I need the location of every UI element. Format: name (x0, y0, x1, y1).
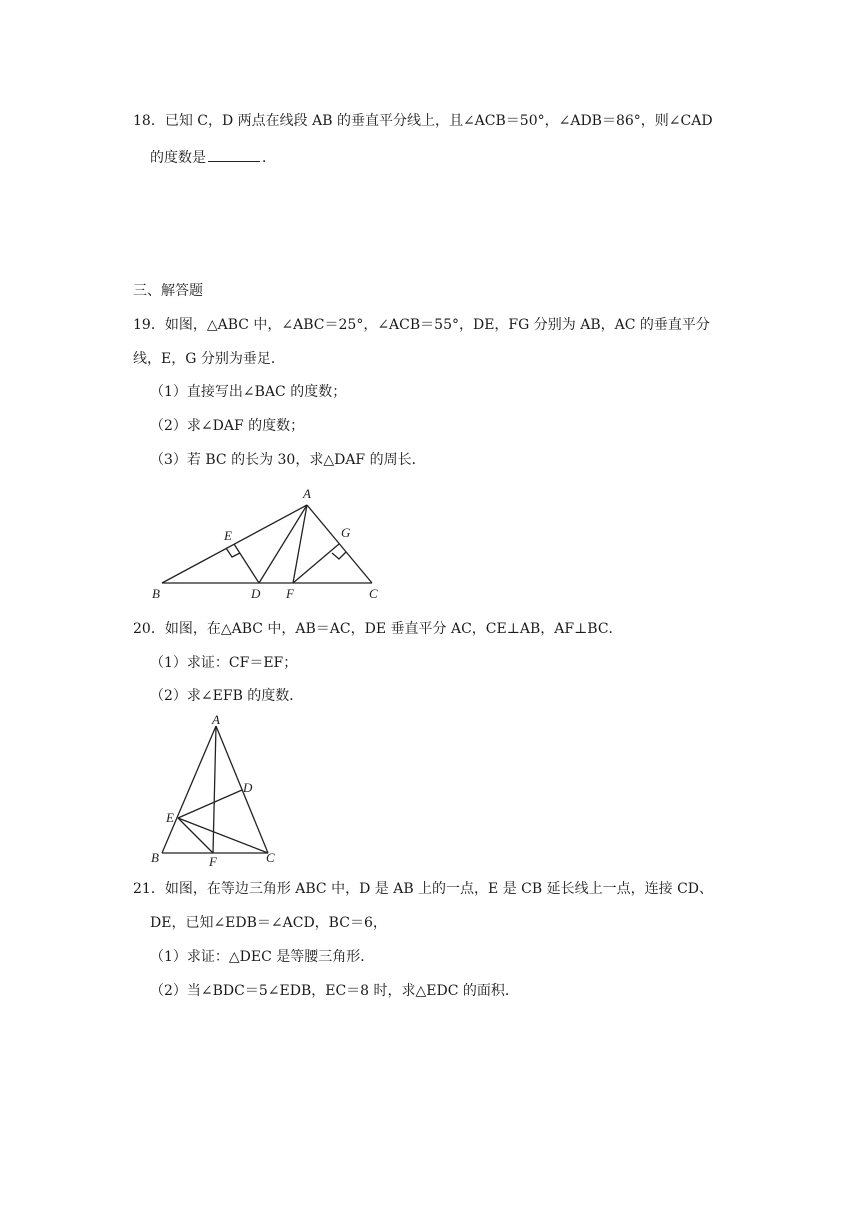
q19-figure (140, 480, 400, 605)
q19-sub2: （2）求∠DAF 的度数； (150, 418, 305, 434)
q19-label-g: G (341, 525, 351, 540)
q19-right-angle-g (332, 552, 346, 559)
answer-blank (208, 146, 260, 162)
q20-label-a: A (212, 713, 220, 727)
q18-line2 (150, 146, 276, 168)
q20-sub1: （1）求证：CF＝EF； (150, 655, 298, 671)
q21-line1: 21．如图，在等边三角形 ABC 中，D 是 AB 上的一点，E 是 CB 延长线上一点，连接 CD、 (133, 881, 714, 897)
q19-label-c: C (369, 586, 378, 601)
q19-bisector-de (234, 544, 259, 583)
q19-line1: 19．如图，△ABC 中，∠ABC＝25°，∠ACB＝55°，DE，FG 分别为 AB，AC 的垂直平分 (133, 317, 710, 333)
q20-label-b: B (151, 850, 159, 865)
q19-label-e: E (224, 528, 232, 543)
q20-label-f: F (209, 854, 217, 868)
q18-line1: 18．已知 C，D 两点在线段 AB 的垂直平分线上，且∠ACB＝50°，∠ADB＝86°，则∠CAD (133, 113, 713, 129)
q20-line1: 20．如图，在△ABC 中，AB＝AC，DE 垂直平分 AC，CE⊥AB，AF⊥BC． (133, 621, 623, 637)
q20-sub2: （2）求∠EFB 的度数． (150, 688, 304, 704)
q20-side-ab (162, 726, 216, 853)
q20-label-e: E (166, 810, 174, 825)
q20-segment-af (213, 726, 216, 853)
q19-side-ac (307, 505, 372, 583)
q19-bisector-fg (293, 544, 339, 583)
q19-sub1: （1）直接写出∠BAC 的度数； (150, 384, 347, 400)
q20-label-c: C (266, 850, 275, 865)
q20-side-ac (216, 726, 268, 853)
section-heading: 三、解答题 (133, 283, 203, 299)
q21-sub2: （2）当∠BDC＝5∠EDB，EC＝8 时，求△EDC 的面积． (150, 983, 519, 999)
q18-line2-suffix: ． (262, 150, 276, 166)
q19-label-b: B (152, 586, 160, 601)
q19-line2: 线，E，G 分别为垂足． (133, 351, 285, 367)
q20-segment-ef (178, 818, 213, 853)
q20-figure (145, 713, 290, 868)
q19-sub3: （3）若 BC 的长为 30，求△DAF 的周长． (150, 452, 426, 468)
q18-line2-prefix: 的度数是 (150, 150, 206, 166)
q21-sub1: （1）求证：△DEC 是等腰三角形． (150, 949, 375, 965)
q20-segment-ce (178, 818, 268, 853)
q19-label-d: D (251, 586, 261, 601)
q21-line2: DE，已知∠EDB＝∠ACD，BC＝6， (150, 915, 387, 931)
q19-label-f: F (286, 586, 294, 601)
q19-label-a: A (303, 486, 311, 501)
q20-label-d: D (243, 780, 253, 795)
